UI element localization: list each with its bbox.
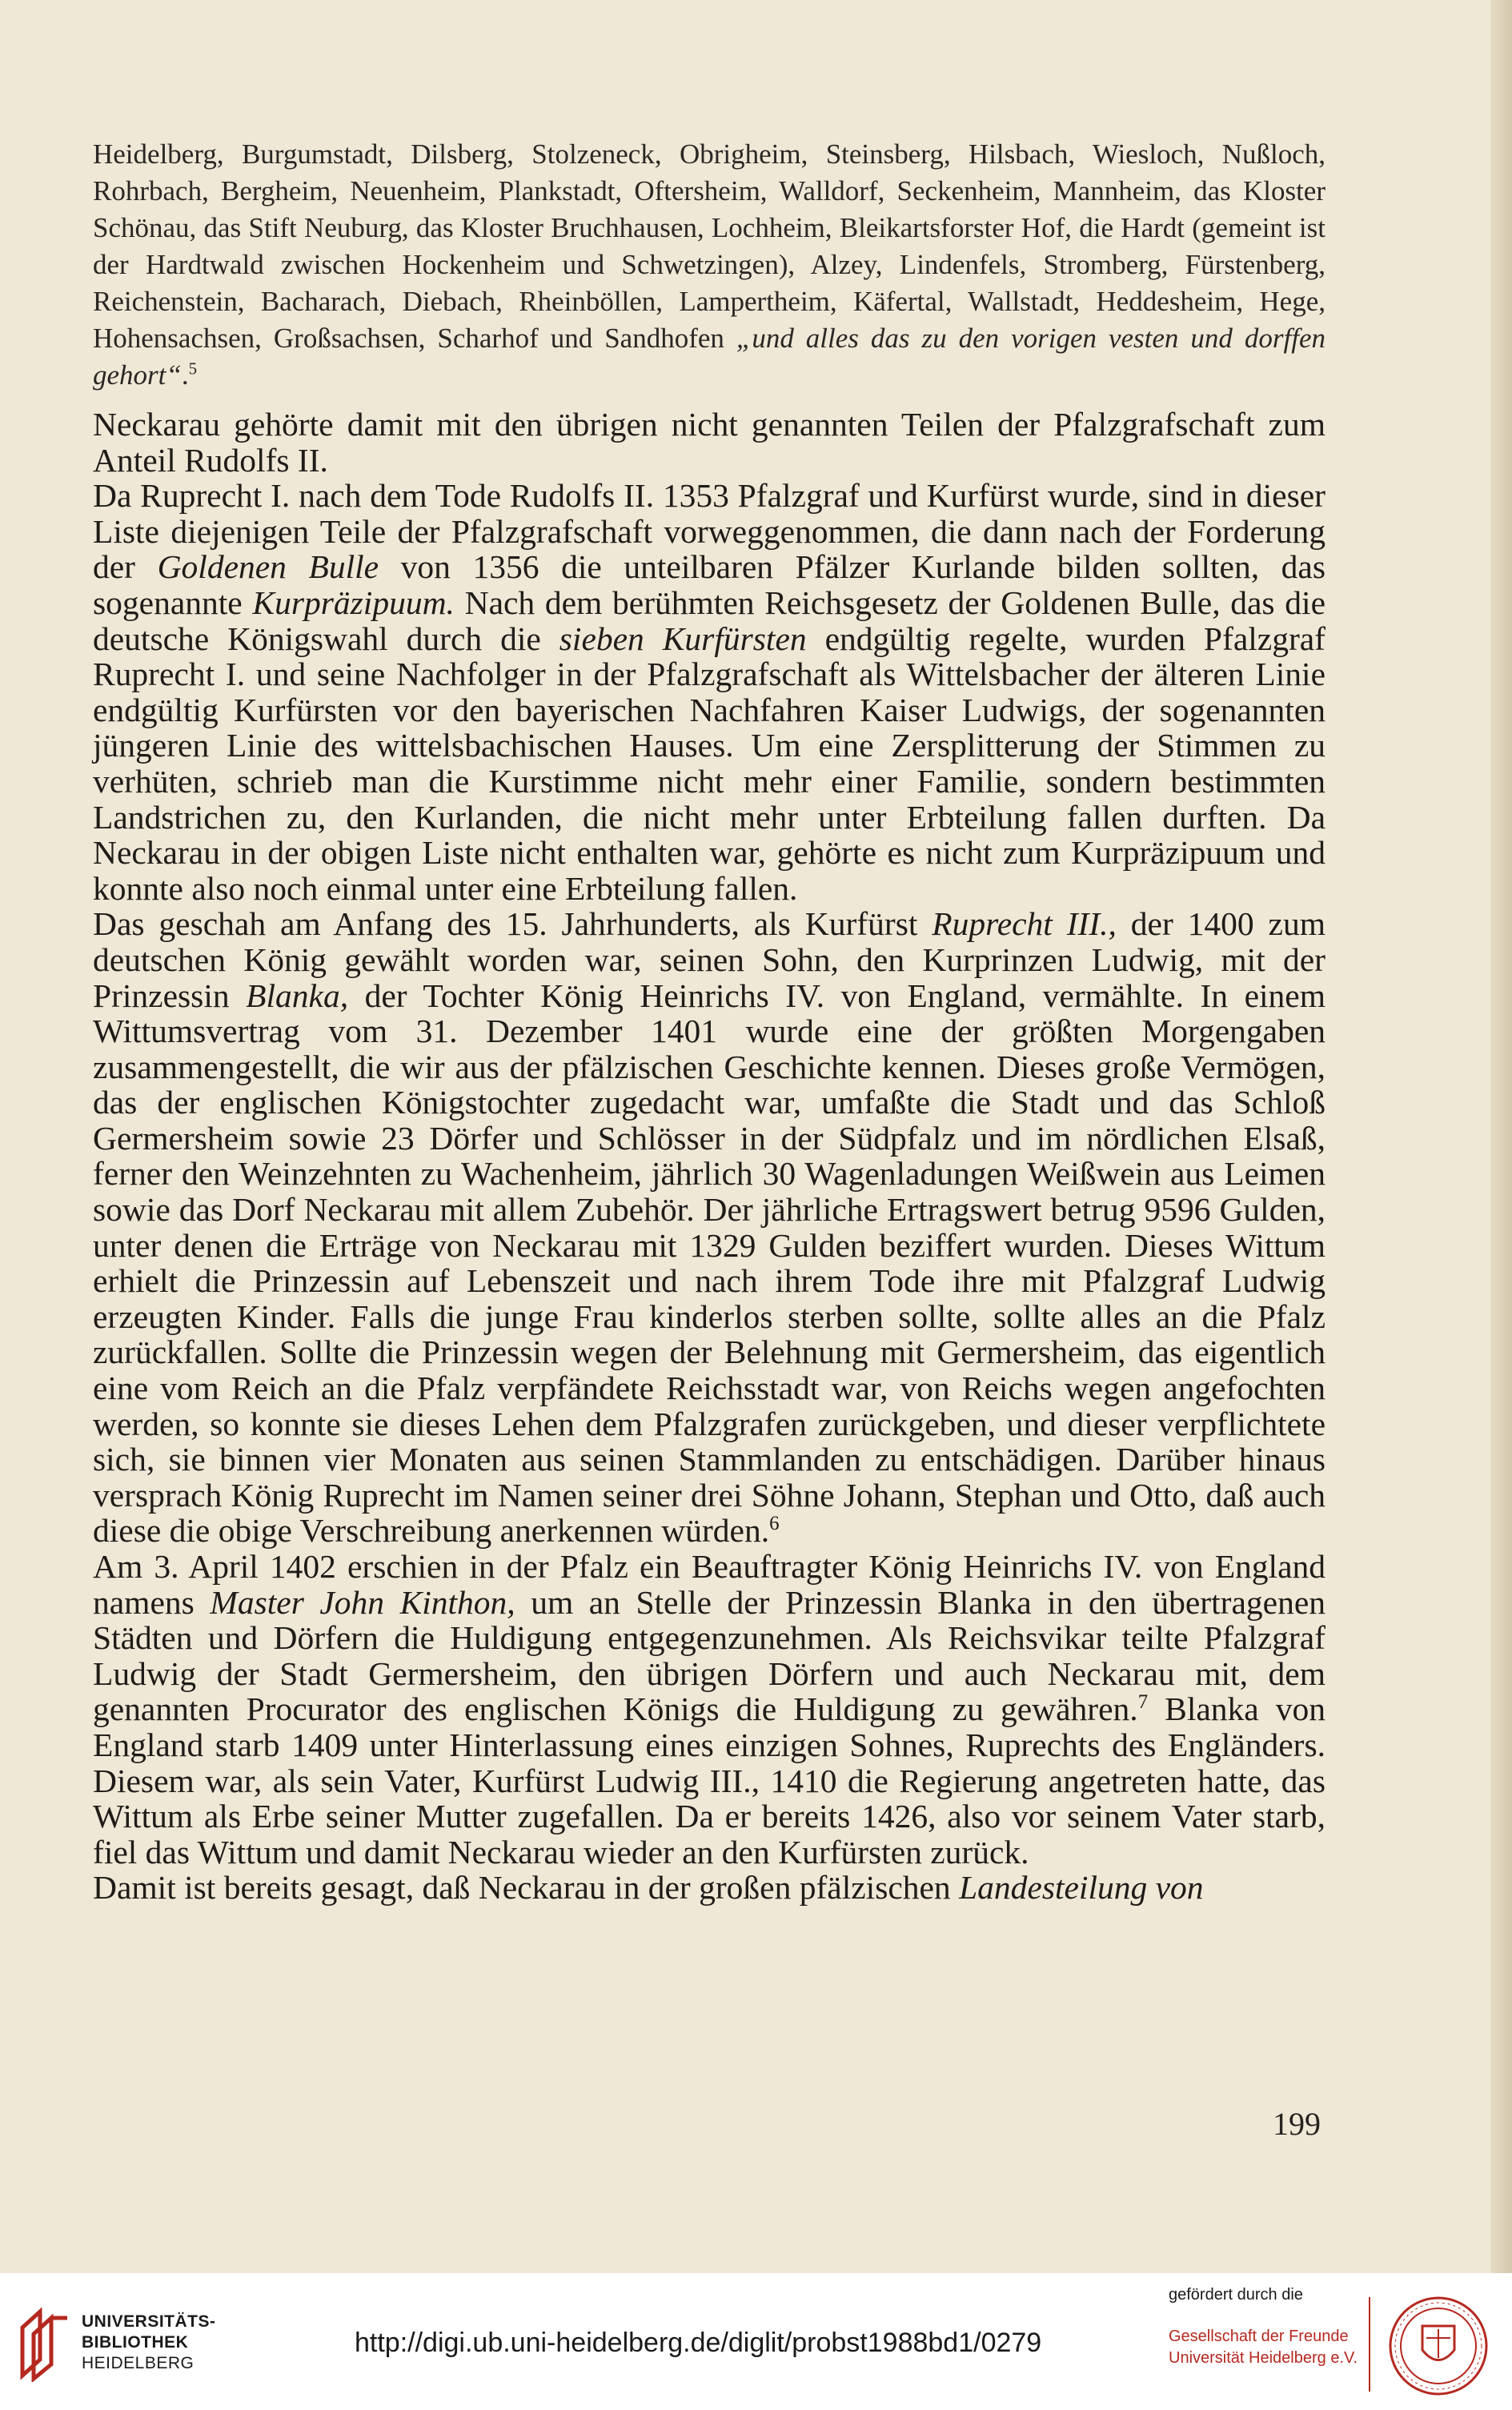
paragraph-4-text-c: Blanka von England starb 1409 unter Hinterlassung eines einzigen Sohnes, Ruprechts des Engländers. Diesem war, als sein Vater, Kurfürst Ludwig III., 1410 die Regierung angetreten hatte, das Wittum als Erbe seiner Mutter zugefallen. Da er bereits 1426, also vor seinem Vater starb, fiel das Wittum und damit Neckarau wieder an den Kurfürsten zurück. <box>93 1690 1326 1871</box>
university-seal-icon <box>1386 2294 1490 2398</box>
library-logo-icon <box>16 2305 72 2382</box>
quote-italic: „und alles das zu den vorigen vesten und dorffen gehort“ <box>93 323 1326 391</box>
paragraph-5 <box>93 1870 1326 1906</box>
library-name-line-1: UNIVERSITÄTS- <box>82 2312 216 2331</box>
footer-divider <box>1369 2297 1370 2392</box>
quote-end: . <box>181 359 189 391</box>
name-blanka: Blanka, <box>246 976 349 1014</box>
funding-note: gefördert durch die <box>1169 2286 1303 2304</box>
page-number: 199 <box>1273 2106 1321 2142</box>
library-name-line-2: BIBLIOTHEK <box>82 2333 189 2352</box>
footnote-marker-5: 5 <box>188 359 198 379</box>
paragraph-4-text-a: Am 3. April 1402 erschien in der Pfalz ein Beauftragter König Heinrichs IV. von England namens <box>93 1548 1326 1621</box>
footnote-marker-7: 7 <box>1137 1691 1149 1714</box>
paragraph-3-text-c: der Tochter König Heinrichs IV. von England, vermählte. In einem Wittumsvertrag vom 31. Dezember 1401 wurde eine der größten Morgengaben zusammengestellt, die wir aus der pfälzischen Geschichte kennen. Dieses große Vermögen, das der englischen Königstochter zugedacht war, umfaßte die Stadt und das Schloß Germersheim sowie 23 Dörfer und Schlösser in der Südpfalz und im nördlichen Elsaß, ferner den Weinzehnten zu Wachenheim, jährlich 30 Wagenladungen Weißwein aus Leimen sowie das Dorf Neckarau mit allem Zubehör. Der jährliche Ertragswert betrug 9596 Gulden, unter denen die Erträge von Neckarau mit 1329 Gulden beziffert wurden. Dieses Wittum erhielt die Prinzessin auf Lebenszeit und nach ihrem Tode ihre mit Pfalzgraf Ludwig erzeugten Kinder. Falls die junge Frau kinderlos sterben sollte, sollte alles an die Pfalz zurückfallen. Sollte die Prinzessin wegen der Belehnung mit Germersheim, das eigentlich eine vom Reich an die Pfalz verpfändete Reichsstadt war, von Reichs wegen angefochten werden, so konnte sie dieses Lehen dem Pfalzgrafen zurückgeben, und dieser verpflichtete sich, sie binnen vier Monaten aus seinen Stammlanden zu entschädigen. Darüber hinaus versprach König Ruprecht im Namen seiner drei Söhne Johann, Stephan und Otto, daß auch diese die obige Verschreibung anerkennen würden. <box>93 976 1326 1550</box>
term-kurpraezipuum: Kurpräzipuum. <box>252 583 455 621</box>
term-goldene-bulle: Goldenen Bulle <box>157 548 379 586</box>
paragraph-4-text-b: um an Stelle der Prinzessin Blanka in den übertragenen Städten und Dörfern die Huldigung entgegenzunehmen. Als Reichsvikar teilte Pfalzgraf Ludwig der Stadt Germersheim, den übrigen Dörfern und auch Neckarau mit, dem genannten Procurator des englischen Königs die Huldigung zu gewähren. <box>93 1583 1326 1728</box>
quote-text: Heidelberg, Burgumstadt, Dilsberg, Stolzeneck, Obrigheim, Steinsberg, Hilsbach, Wiesloch, Nußloch, Rohrbach, Bergheim, Neuenheim, Plankstadt, Oftersheim, Walldorf, Seckenheim, Mannheim, das Kloster Schönau, das Stift Neuburg, das Kloster Bruchhausen, Lochheim, Bleikartsforster Hof, die Hardt (gemeint ist der Hardtwald zwischen Hockenheim und Schwetzingen), Alzey, Lindenfels, Stromberg, Fürstenberg, Reichenstein, Bacharach, Diebach, Rheinböllen, Lampertheim, Käfertal, Wallstadt, Heddesheim, Hege, Hohensachsen, Großsachsen, Scharhof und Sandhofen <box>93 138 1326 354</box>
permalink[interactable]: http://digi.ub.uni-heidelberg.de/diglit/probst1988bd1/0279 <box>355 2328 1042 2358</box>
paragraph-2-text-a: Da Ruprecht I. nach dem Tode Rudolfs II. 1353 Pfalzgraf und Kurfürst wurde, sind in dieser Liste diejenigen Teile der Pfalzgrafschaft vorweggenommen, die dann nach der Forderung der <box>93 477 1326 586</box>
library-name <box>82 2312 216 2374</box>
paragraph-2-text-b: von 1356 die unteilbaren Pfälzer Kurlande bilden sollten, das sogenannte <box>93 548 1326 621</box>
term-sieben-kurfuersten: sieben Kurfürsten <box>559 620 807 657</box>
paragraph-1 <box>93 407 1326 478</box>
digitization-footer <box>0 2273 1512 2410</box>
paragraph-5-text-a: Damit ist bereits gesagt, daß Neckarau in der großen pfälzischen <box>93 1869 960 1907</box>
paragraph-2 <box>93 478 1326 906</box>
society-name-line-1: Gesellschaft der Freunde <box>1169 2328 1349 2345</box>
library-name-line-3: HEIDELBERG <box>82 2354 195 2372</box>
quoted-place-list <box>93 136 1326 394</box>
main-text <box>93 407 1326 1906</box>
footnote-marker-6: 6 <box>769 1513 780 1535</box>
paragraph-2-text-c: Nach dem berühmten Reichsgesetz der Goldenen Bulle, das die deutsche Königswahl durch die <box>93 583 1326 657</box>
paragraph-2-text-d: endgültig regelte, wurden Pfalzgraf Ruprecht I. und seine Nachfolger in der Pfalzgrafschaft als Wittelsbacher der älteren Linie endgültig Kurfürsten vor den bayerischen Nachfahren Kaiser Ludwigs, der sogenannten jüngeren Linie des wittelsbachischen Hauses. Um eine Zersplitterung der Stimmen zu verhüten, schrieb man die Kurstimme nicht mehr einer Familie, sondern bestimmten Landstrichen zu, den Kurlanden, die nicht mehr unter Erbteilung fallen durften. Da Neckarau in der obigen Liste nicht enthalten war, gehörte es nicht zum Kurpräzipuum und konnte also noch einmal unter eine Erbteilung fallen. <box>93 620 1326 907</box>
paragraph-3-text-a: Das geschah am Anfang des 15. Jahrhunderts, als Kurfürst <box>93 905 932 943</box>
page-edge <box>1490 0 1512 2273</box>
paragraph-1-text: Neckarau gehörte damit mit den übrigen nicht genannten Teilen der Pfalzgrafschaft zum Anteil Rudolfs II. <box>93 406 1326 479</box>
society-name-line-2: Universität Heidelberg e.V. <box>1169 2349 1358 2367</box>
paragraph-3-text-b: der 1400 zum deutschen König gewählt worden war, seinen Sohn, den Kurprinzen Ludwig, mit der Prinzessin <box>93 905 1326 1014</box>
society-name <box>1169 2326 1358 2369</box>
name-ruprecht-iii: Ruprecht III., <box>932 905 1117 943</box>
paragraph-4 <box>93 1549 1326 1870</box>
term-landesteilung: Landesteilung von <box>959 1869 1204 1907</box>
paragraph-3 <box>93 906 1326 1549</box>
name-john-kinthon: Master John Kinthon, <box>210 1583 515 1621</box>
